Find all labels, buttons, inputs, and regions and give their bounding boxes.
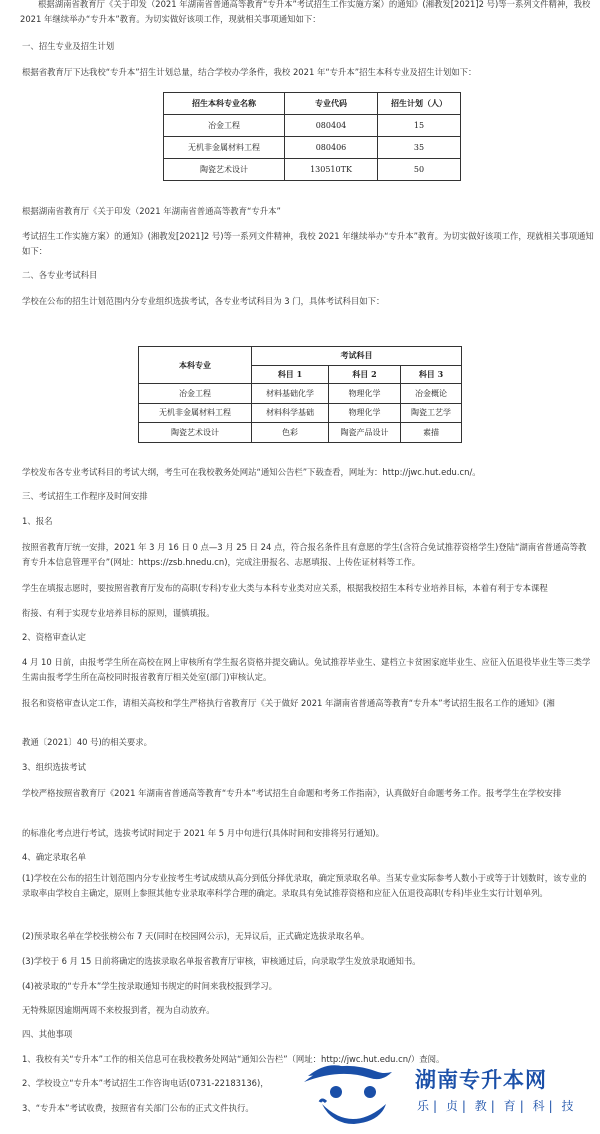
logo-subtitle-char: 育: [503, 1099, 517, 1113]
section-3-2-text2: 报名和资格审查认定工作，请相关高校和学生严格执行省教育厅《关于做好 2021 年湖南省普通高等教育“专升本”考试招生报名工作的通知》(湘: [22, 698, 555, 708]
section-3-4-item2: (2)预录取名单在学校张榜公布 7 天(同时在校园网公示)，无异议后，正式确定选拔录取名单。: [22, 931, 370, 941]
section-3-3-heading: 3、组织选拔考试: [22, 762, 86, 772]
logo-subtitle-char: 教: [474, 1099, 488, 1113]
section-4-heading: 四、其他事项: [22, 1029, 73, 1039]
section-3-2-text3: 教通〔2021〕40 号)的相关要求。: [22, 737, 153, 747]
section-2-heading: 二、各专业考试科目: [22, 270, 98, 280]
section-4-item1: 1、我校有关“专升本”工作的相关信息可在我校教务处网站“通知公告栏”（网址：http://jwc.hut.edu.cn/）查阅。: [22, 1054, 445, 1064]
section-3-4-item3: (3)学校于 6 月 15 日前将确定的选拔录取名单报省教育厅审核，审核通过后，向录取学生发放录取通知书。: [22, 956, 421, 966]
logo-subtitle-char: 贞: [445, 1099, 459, 1113]
table-cell: 陶瓷产品设计: [329, 423, 401, 443]
repeat-paragraph-line2: 考试招生工作实施方案）的通知》(湘教发[2021]2 号)等一系列文件精神，我校 2021 年继续举办“专升本”教育。为切实做好该项工作，现就相关事项通知如下：: [22, 231, 594, 256]
section-3-1-text: 按照省教育厅统一安排，2021 年 3 月 16 日 0 点—3 月 25 日 24 点，符合报名条件且有意愿的学生(含符合免试推荐资格学生)登陆“湖南省普通高等教育专升本信息管理平台”(网址：https://zsb.hnedu.cn)，完成注册报名、志愿填报、上传佐证材料等工作。: [22, 542, 587, 567]
logo-subtitle-char: 科: [532, 1099, 546, 1113]
section-3-3-text2: 的标准化考点进行考试，选拔考试时间定于 2021 年 5 月中旬进行(具体时间和安排将另行通知)。: [22, 828, 385, 838]
table-cell: 50: [378, 159, 461, 181]
section-3-1-text2: 学生在填报志愿时，要按照省教育厅发布的高职(专科)专业大类与本科专业类对应关系，根据我校招生本科专业培养目标，本着有利于专本课程: [22, 583, 548, 593]
section-3-1-heading: 1、报名: [22, 516, 53, 526]
repeat-paragraph-line1: 根据湖南省教育厅《关于印发（2021 年湖南省普通高等教育“专升本”: [22, 206, 281, 216]
table-header-cell: 考试科目: [252, 347, 462, 366]
table-cell: 物理化学: [329, 403, 401, 423]
logo-subtitle-char: 乐: [417, 1099, 431, 1113]
table-row: [139, 403, 462, 423]
table-cell: 陶瓷艺术设计: [139, 423, 252, 443]
section-3-2-text: 4 月 10 日前，由报考学生所在高校在网上审核所有学生报名资格并提交确认。免试推荐毕业生、建档立卡贫困家庭毕业生、应征入伍退役毕业生等三类学生需由报考学生所在高校同时报省教育厅相关处室(部门)审核认定。: [22, 657, 591, 682]
table-cell: 冶金概论: [401, 384, 462, 404]
table-header-row: [164, 93, 461, 115]
section-2-text: 学校在公布的招生计划范围内分专业组织选拔考试，各专业考试科目为 3 门，具体考试科目如下：: [22, 296, 385, 306]
table-row: [164, 137, 461, 159]
table-cell: 物理化学: [329, 384, 401, 404]
site-logo-watermark: [300, 1052, 600, 1132]
table-cell: 陶瓷艺术设计: [164, 159, 285, 181]
section-3-4-item5: 无特殊原因逾期两周不来校报到者，视为自动放弃。: [22, 1005, 215, 1015]
exam-subjects-table: [138, 346, 462, 443]
section-1-heading: 一、招生专业及招生计划: [22, 41, 115, 51]
section-3-heading: 三、考试招生工作程序及时间安排: [22, 491, 148, 501]
table-header-cell: 科目 2: [329, 365, 401, 384]
intro-paragraph: 根据湖南省教育厅《关于印发（2021 年湖南省普通高等教育“专升本”考试招生工作实施方案）的通知》(湘教发[2021]2 号)等一系列文件精神，我校 2021 年继续举办“专升本”教育。为切实做好该项工作，现就相关事项通知如下：: [20, 0, 591, 24]
table-row: [164, 159, 461, 181]
table-cell: 130510TK: [285, 159, 378, 181]
section-3-4-item4: (4)被录取的“专升本”学生按录取通知书规定的时间来我校报到学习。: [22, 981, 278, 991]
table-cell: 15: [378, 115, 461, 137]
section-1-text: 根据省教育厅下达我校“专升本”招生计划总量，结合学校办学条件，我校 2021 年“专升本”招生本科专业及招生计划如下：: [22, 67, 477, 77]
table-cell: 色彩: [252, 423, 329, 443]
smiley-logo-icon: [300, 1052, 410, 1132]
section-2-after-text: 学校发布各专业考试科目的考试大纲，考生可在我校教务处网站“通知公告栏”下载查看，网址为：http://jwc.hut.edu.cn/。: [22, 467, 481, 477]
section-3-2-heading: 2、资格审查认定: [22, 632, 86, 642]
table-cell: 080404: [285, 115, 378, 137]
table-header-cell: 科目 3: [401, 365, 462, 384]
section-3-4-item1: (1)学校在公布的招生计划范围内分专业按考生考试成绩从高分到低分择优录取，确定预录取名单。当某专业实际参考人数小于或等于计划数时，该专业的录取率由学校自主确定，原则上参照其他专业录取率科学合理的确定。录取具有免试推荐资格和应征入伍退役高职(专科)毕业生实行计划单列。: [22, 873, 587, 898]
table-header-row: [139, 347, 462, 366]
table-cell: 无机非金属材料工程: [164, 137, 285, 159]
section-3-3-text: 学校严格按照省教育厅《2021 年湖南省普通高等教育“专升本”考试招生自命题和考务工作指南》，认真做好自命题考务工作。报考学生在学校安排: [22, 788, 562, 798]
section-3-1-text3: 衔接、有利于实现专业培养目标的原则，谨慎填报。: [22, 608, 215, 618]
table-cell: 陶瓷工艺学: [401, 403, 462, 423]
table-cell: 材料基础化学: [252, 384, 329, 404]
table-cell: 冶金工程: [139, 384, 252, 404]
logo-subtitle-char: 技: [561, 1099, 575, 1113]
table-header-cell: 本科专业: [139, 347, 252, 384]
logo-title: 湖南专升本网: [415, 1068, 547, 1092]
table-header-cell: 科目 1: [252, 365, 329, 384]
table-header-cell: 专业代码: [285, 93, 378, 115]
section-3-4-heading: 4、确定录取名单: [22, 852, 86, 862]
logo-subtitle: 乐 | 贞 | 教 | 育 | 科 | 技: [415, 1096, 576, 1115]
section-4-item3: 3、“专升本”考试收费，按照省有关部门公布的正式文件执行。: [22, 1103, 254, 1113]
table-row: [139, 423, 462, 443]
enrollment-plan-table: [163, 92, 461, 181]
table-cell: 素描: [401, 423, 462, 443]
table-header-cell: 招生本科专业名称: [164, 93, 285, 115]
table-row: [164, 115, 461, 137]
table-cell: 080406: [285, 137, 378, 159]
section-4-item2: 2、学校设立“专升本”考试招生工作咨询电话(0731-22183136)，: [22, 1078, 269, 1088]
table-cell: 无机非金属材料工程: [139, 403, 252, 423]
table-header-cell: 招生计划（人）: [378, 93, 461, 115]
table-cell: 冶金工程: [164, 115, 285, 137]
table-cell: 材料科学基础: [252, 403, 329, 423]
table-cell: 35: [378, 137, 461, 159]
table-row: [139, 384, 462, 404]
